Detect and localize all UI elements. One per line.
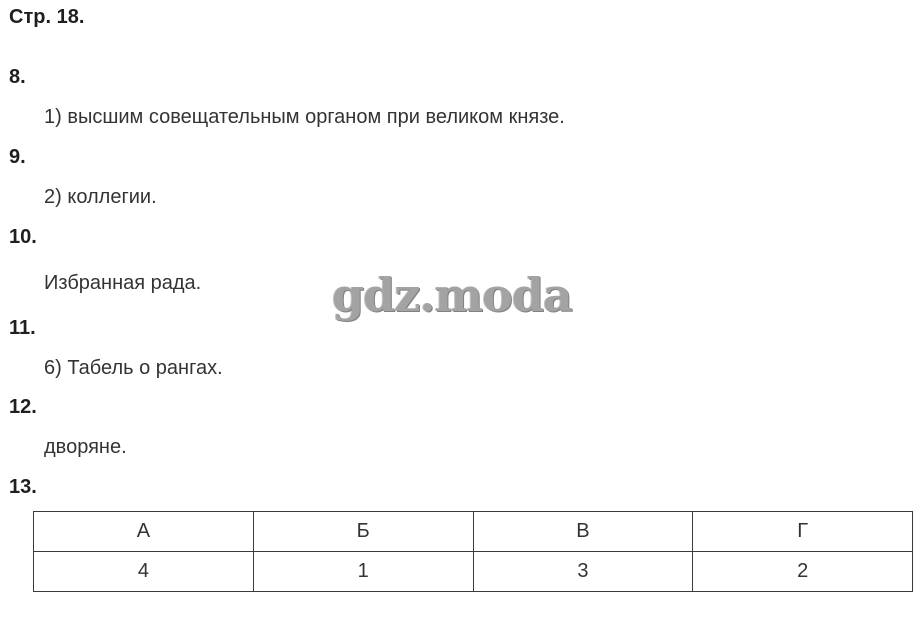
table-header-row: [34, 512, 913, 552]
table-value-cell: 1: [253, 552, 473, 592]
question-number-8: 8.: [9, 66, 26, 88]
answer-8: 1) высшим совещательным органом при великом князе.: [44, 106, 565, 128]
table-value-cell: 4: [34, 552, 254, 592]
answer-table: [33, 511, 913, 592]
question-number-10: 10.: [9, 226, 37, 248]
table-header-cell: В: [473, 512, 693, 552]
table-header-cell: Г: [693, 512, 913, 552]
watermark-logo: gdz.moda: [332, 268, 572, 322]
table-header-cell: Б: [253, 512, 473, 552]
question-number-9: 9.: [9, 146, 26, 168]
table-value-row: [34, 552, 913, 592]
table-value-cell: 2: [693, 552, 913, 592]
page-header: Стр. 18.: [9, 6, 85, 28]
question-number-11: 11.: [9, 317, 36, 339]
table-value-cell: 3: [473, 552, 693, 592]
question-number-12: 12.: [9, 396, 37, 418]
question-number-13: 13.: [9, 476, 37, 498]
answer-11: 6) Табель о рангах.: [44, 357, 223, 379]
table-header-cell: А: [34, 512, 254, 552]
answer-12: дворяне.: [44, 436, 127, 458]
answer-10: Избранная рада.: [44, 272, 202, 294]
answer-9: 2) коллегии.: [44, 186, 157, 208]
